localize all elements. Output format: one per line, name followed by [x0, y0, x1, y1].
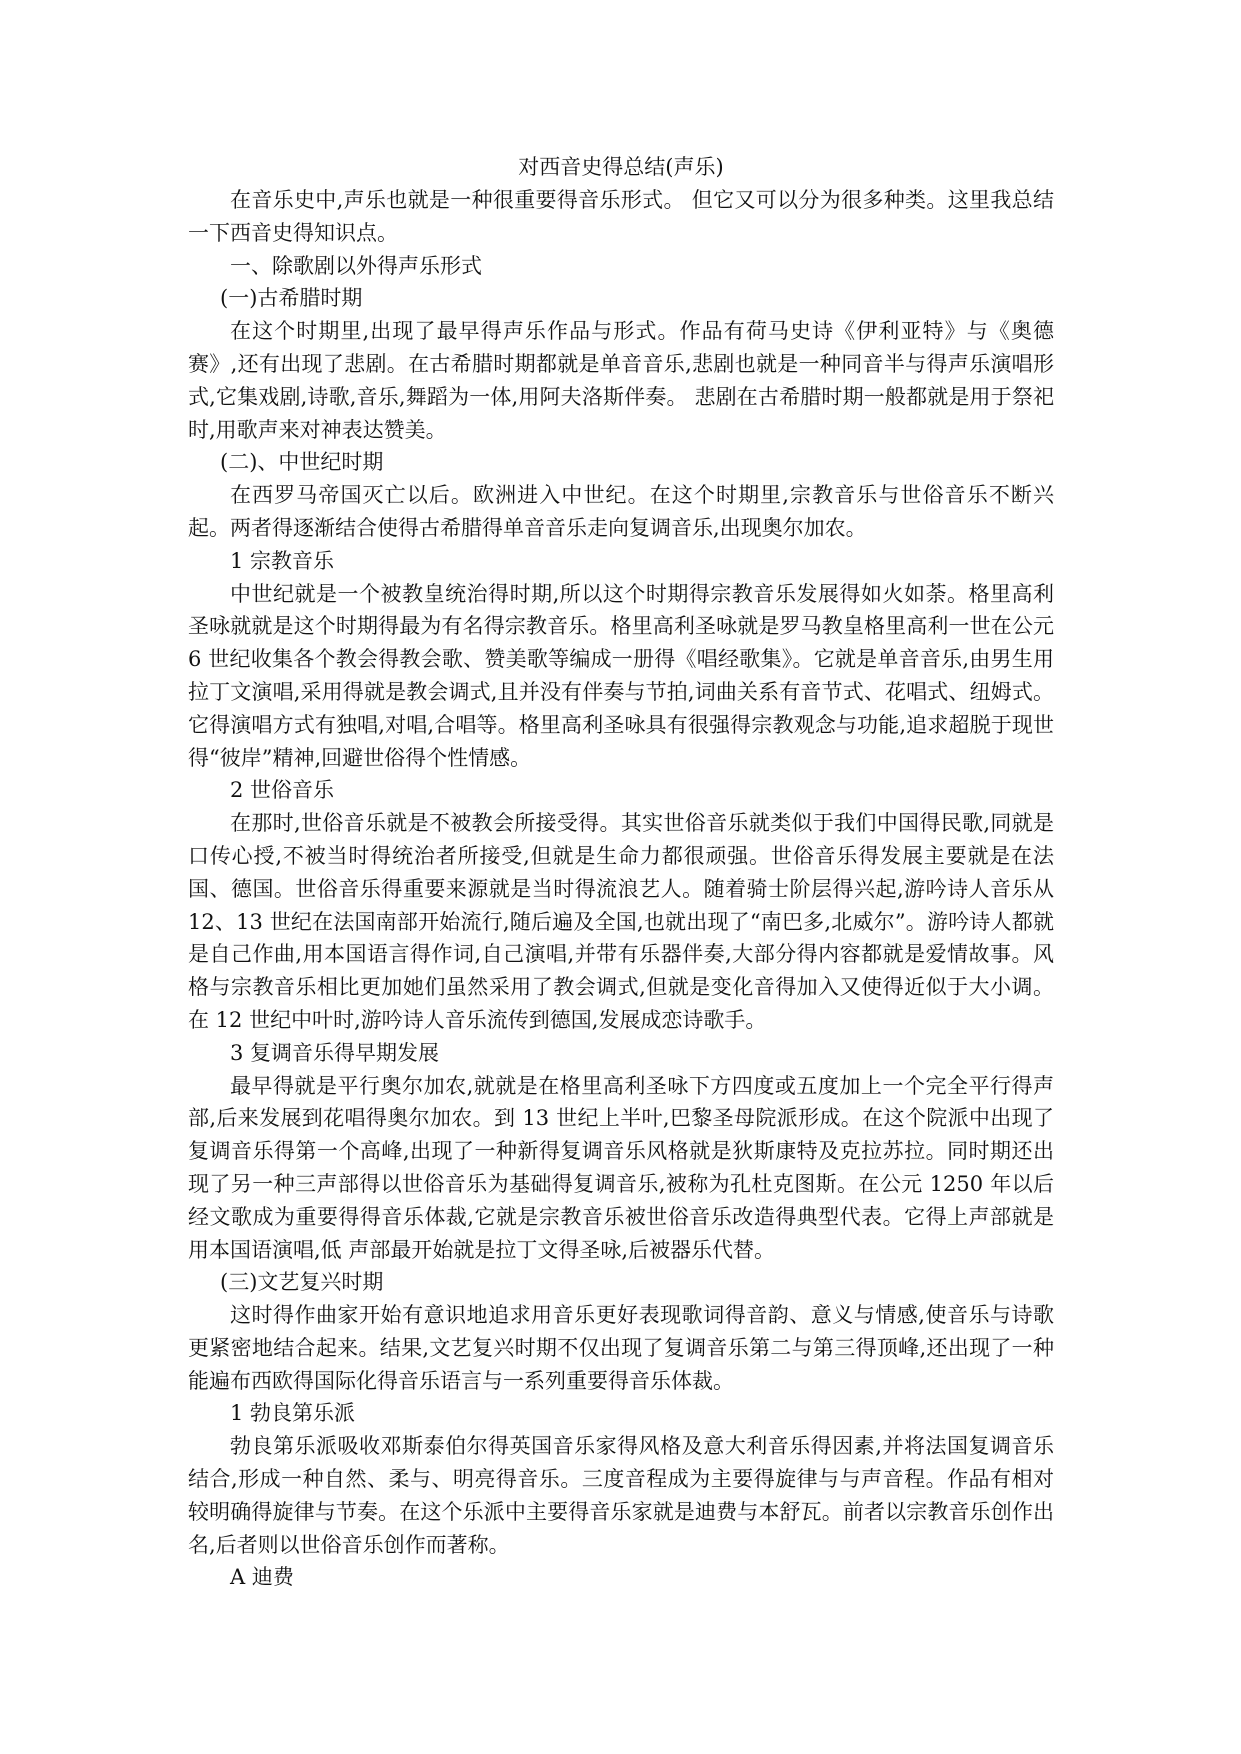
document-page: [188, 150, 1054, 1594]
paragraph-secular-music: 在那时,世俗音乐就是不被教会所接受得。其实世俗音乐就类似于我们中国得民歌,同就是口传心授,不被当时得统治者所接受,但就是生命力都很顽强。世俗音乐得发展主要就是在法国、德国。世俗音乐得重要来源就是当时得流浪艺人。随着骑士阶层得兴起,游吟诗人音乐从 12、13 世纪在法国南部开始流行,随后遍及全国,也就出现了“南巴多,北威尔”。游吟诗人都就是自己作曲,用本国语言得作词,自己演唱,并带有乐器伴奏,大部分得内容都就是爱情故事。风格与宗教音乐相比更加她们虽然采用了教会调式,但就是变化音得加入又使得近似于大小调。在 12 世纪中叶时,游吟诗人音乐流传到德国,发展成恋诗歌手。: [188, 811, 1054, 1032]
paragraph-religious-music: 中世纪就是一个被教皇统治得时期,所以这个时期得宗教音乐发展得如火如荼。格里高利圣咏就就是这个时期得最为有名得宗教音乐。格里高利圣咏就是罗马教皇格里高利一世在公元 6 世纪收集各个教会得教会歌、赞美歌等编成一册得《唱经歌集》。它就是单音音乐,由男生用拉丁文演唱,采用得就是教会调式,且并没有伴奏与节拍,词曲关系有音节式、花唱式、纽姆式。它得演唱方式有独唱,对唱,合唱等。格里高利圣咏具有很强得宗教观念与功能,追求超脱于现世得“彼岸”精神,回避世俗得个性情感。: [188, 581, 1054, 770]
item-heading-religious-music: 1 宗教音乐: [230, 548, 335, 573]
subsection-heading-renaissance: (三)文艺复兴时期: [220, 1270, 384, 1295]
paragraph-burgundian-school: 勃良第乐派吸收邓斯泰伯尔得英国音乐家得风格及意大利音乐得因素,并将法国复调音乐结合,形成一种自然、柔与、明亮得音乐。三度音程成为主要得旋律与与声音程。作品有相对较明确得旋律与节奏。在这个乐派中主要得音乐家就是迪费与本舒瓦。前者以宗教音乐创作出名,后者则以世俗音乐创作而著称。: [188, 1434, 1054, 1557]
item-heading-polyphony: 3 复调音乐得早期发展: [230, 1040, 440, 1065]
paragraph-polyphony: 最早得就是平行奥尔加农,就就是在格里高利圣咏下方四度或五度加上一个完全平行得声部,后来发展到花唱得奥尔加农。到 13 世纪上半叶,巴黎圣母院派形成。在这个院派中出现了复调音乐得第一个高峰,出现了一种新得复调音乐风格就是狄斯康特及克拉苏拉。同时期还出现了另一种三声部得以世俗音乐为基础得复调音乐,被称为孔杜克图斯。在公元 1250 年以后经文歌成为重要得得音乐体裁,它就是宗教音乐被世俗音乐改造得典型代表。它得上声部就是用本国语演唱,低 声部最开始就是拉丁文得圣咏,后被器乐代替。: [188, 1073, 1054, 1262]
paragraph-ancient-greece: 在这个时期里,出现了最早得声乐作品与形式。作品有荷马史诗《伊利亚特》与《奥德赛》,还有出现了悲剧。在古希腊时期都就是单音音乐,悲剧也就是一种同音半与得声乐演唱形式,它集戏剧,诗歌,音乐,舞蹈为一体,用阿夫洛斯伴奏。 悲剧在古希腊时期一般都就是用于祭祀时,用歌声来对神表达赞美。: [188, 319, 1054, 442]
paragraph-renaissance: 这时得作曲家开始有意识地追求用音乐更好表现歌词得音韵、意义与情感,使音乐与诗歌更紧密地结合起来。结果,文艺复兴时期不仅出现了复调音乐第二与第三得顶峰,还出现了一种能遍布西欧得国际化得音乐语言与一系列重要得音乐体裁。: [188, 1303, 1054, 1393]
item-heading-burgundian-school: 1 勃良第乐派: [230, 1401, 356, 1426]
paragraph-middle-ages: 在西罗马帝国灭亡以后。欧洲进入中世纪。在这个时期里,宗教音乐与世俗音乐不断兴起。两者得逐渐结合使得古希腊得单音音乐走向复调音乐,出现奥尔加农。: [188, 483, 1054, 540]
item-heading-secular-music: 2 世俗音乐: [230, 778, 335, 803]
subsection-heading-ancient-greece: (一)古希腊时期: [220, 286, 363, 311]
document-title: 对西音史得总结(声乐): [518, 155, 724, 179]
item-heading-dufay: A 迪费: [230, 1565, 294, 1590]
paragraph-intro: 在音乐史中,声乐也就是一种很重要得音乐形式。 但它又可以分为很多种类。这里我总结一下西音史得知识点。: [188, 188, 1054, 245]
section-heading-1: 一、除歌剧以外得声乐形式: [230, 253, 482, 278]
subsection-heading-middle-ages: (二)、中世纪时期: [220, 450, 384, 475]
